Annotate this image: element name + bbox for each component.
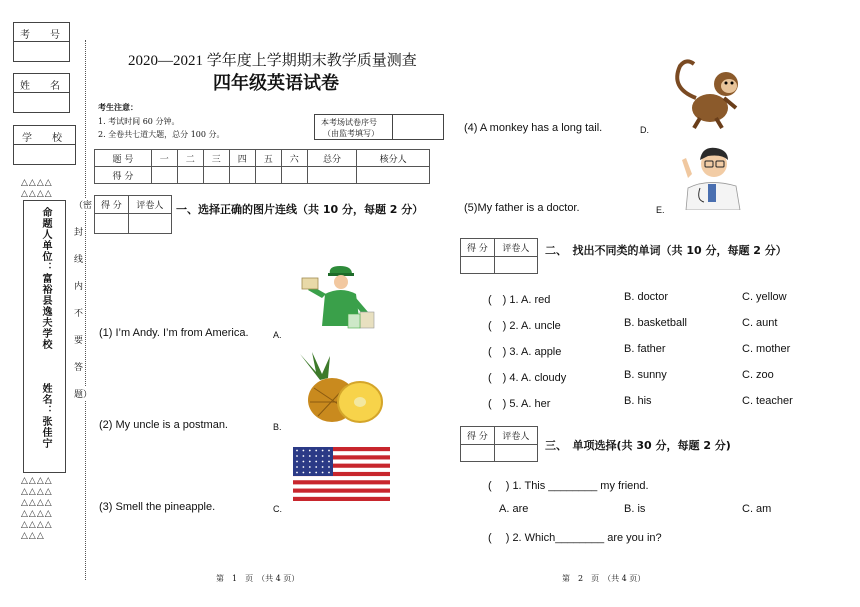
score-header-7: 总分 xyxy=(307,150,356,167)
footer-page-2: 第 2 页 （共 4 页） xyxy=(562,574,646,583)
notice-title: 考生注意： xyxy=(98,102,138,112)
section1-title: 一、选择正确的图片连线（共 10 分，每题 2 分） xyxy=(176,203,424,216)
s2-row-5-col-2: B. his xyxy=(624,395,652,407)
usa-flag-image xyxy=(293,447,390,501)
score-header-0: 题 号 xyxy=(95,150,152,167)
s2-row-5-col-1: ( ) 5. A. her xyxy=(488,398,551,410)
triangles-top: △△△△ △△△△ xyxy=(21,178,53,199)
s1-letter-b: B. xyxy=(273,422,282,432)
s1-letter-e: E. xyxy=(656,205,665,215)
score-header-8: 核分人 xyxy=(357,150,430,167)
school-label: 学 校 xyxy=(22,133,62,144)
grader-name: 评卷人 xyxy=(494,427,537,445)
s1-item-3: (3) Smell the pineapple. xyxy=(99,501,216,513)
s2-row-2-col-2: B. basketball xyxy=(624,317,687,329)
score-row-label: 得 分 xyxy=(95,167,152,184)
seal-char: 线 xyxy=(74,252,83,265)
s1-item-1: (1) I’m Andy. I’m from America. xyxy=(99,327,249,339)
grader-table-1 xyxy=(94,195,172,234)
s2-row-4-col-3: C. zoo xyxy=(742,369,774,381)
s2-row-3-col-1: ( ) 3. A. apple xyxy=(488,346,562,358)
s1-item-4: (4) A monkey has a long tail. xyxy=(464,122,603,134)
s2-row-3-col-3: C. mother xyxy=(742,343,791,355)
grader-name: 评卷人 xyxy=(494,239,537,257)
s3-q1-opt-b: B. is xyxy=(624,503,646,515)
score-header-2: 二 xyxy=(177,150,203,167)
seal-char: 答 xyxy=(74,360,83,373)
grader-score: 得 分 xyxy=(461,427,495,445)
name-box xyxy=(13,73,70,113)
seal-char: 封 xyxy=(74,225,83,238)
seat-label-1: 本考场试卷序号 xyxy=(321,118,377,127)
seat-label-2: （由监考填写） xyxy=(323,129,379,138)
notice-2: 2. 全卷共七道大题，总分 100 分。 xyxy=(98,130,225,139)
monkey-image xyxy=(660,58,746,130)
seal-char: 内 xyxy=(74,279,83,292)
page-title: 2020—2021 学年度上学期期末教学质量测查 xyxy=(128,53,417,69)
grader-table-2 xyxy=(460,238,538,274)
section2-title: 二、 找出不同类的单词（共 10 分，每题 2 分） xyxy=(545,244,787,257)
doctor-image xyxy=(678,140,748,210)
score-header-1: 一 xyxy=(151,150,177,167)
score-header-3: 三 xyxy=(203,150,229,167)
seal-char: 不 xyxy=(74,306,83,319)
footer-page-1: 第 1 页 （共 4 页） xyxy=(216,574,300,583)
s2-row-3-col-2: B. father xyxy=(624,343,666,355)
grader-table-3 xyxy=(460,426,538,462)
grader-score: 得 分 xyxy=(95,196,129,214)
s3-q1: ( ) 1. This ________ my friend. xyxy=(488,480,649,492)
seat-number-box xyxy=(314,114,444,140)
postman-image xyxy=(300,264,380,334)
s2-row-1-col-1: ( ) 1. A. red xyxy=(488,294,551,306)
triangles-bottom: △△△△ △△△△ △△△△ △△△△ △△△△ △△△ xyxy=(21,476,53,541)
seal-char: 要 xyxy=(74,333,83,346)
section3-title: 三、 单项选择(共 30 分，每题 2 分) xyxy=(545,439,731,452)
s2-row-4-col-2: B. sunny xyxy=(624,369,667,381)
page-subtitle: 四年级英语试卷 xyxy=(213,73,339,94)
s1-letter-a: A. xyxy=(273,330,282,340)
s3-q2: ( ) 2. Which________ are you in? xyxy=(488,532,662,544)
s2-row-1-col-2: B. doctor xyxy=(624,291,669,303)
s3-q1-opt-c: C. am xyxy=(742,503,772,515)
score-header-5: 五 xyxy=(255,150,281,167)
name-label: 姓 名 xyxy=(20,81,60,92)
seal-char: 题） xyxy=(74,387,92,400)
exam-no-label: 考 号 xyxy=(20,30,60,41)
s2-row-2-col-3: C. aunt xyxy=(742,317,778,329)
s2-row-5-col-3: C. teacher xyxy=(742,395,793,407)
s1-item-5: (5)My father is a doctor. xyxy=(464,202,580,214)
seal-char: （密 xyxy=(74,198,92,211)
s2-row-2-col-1: ( ) 2. A. uncle xyxy=(488,320,561,332)
exam-no-box xyxy=(13,22,70,62)
seal-line xyxy=(85,40,86,580)
score-table xyxy=(94,149,430,184)
grader-score: 得 分 xyxy=(461,239,495,257)
s2-row-4-col-1: ( ) 4. A. cloudy xyxy=(488,372,567,384)
s2-row-1-col-3: C. yellow xyxy=(742,291,787,303)
author-info: 命题人单位：富裕县逸夫学校 姓名：张佳宁 xyxy=(40,207,51,449)
author-box xyxy=(23,200,66,473)
s3-q1-opt-a: A. are xyxy=(499,503,529,515)
s1-item-2: (2) My uncle is a postman. xyxy=(99,419,228,431)
school-box xyxy=(13,125,76,165)
grader-name: 评卷人 xyxy=(128,196,171,214)
score-header-4: 四 xyxy=(229,150,255,167)
s1-letter-c: C. xyxy=(273,504,282,514)
score-header-6: 六 xyxy=(281,150,307,167)
notice-1: 1. 考试时间 60 分钟。 xyxy=(98,117,180,126)
s1-letter-d: D. xyxy=(640,125,649,135)
pineapple-image xyxy=(290,350,390,428)
